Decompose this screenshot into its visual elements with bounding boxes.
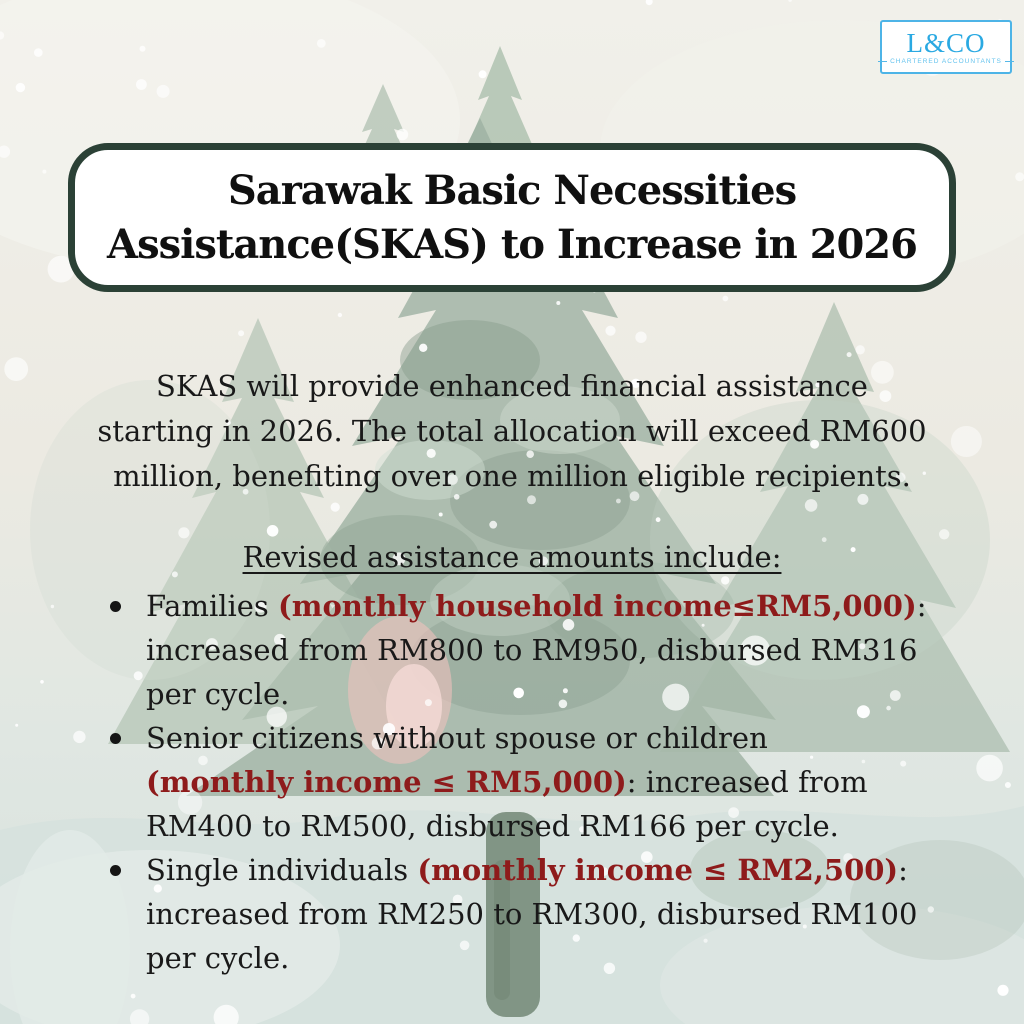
text-segment: : (898, 853, 908, 887)
logo-name: L&CO (906, 27, 986, 58)
text-segment: Senior citizens without spouse or children (146, 721, 768, 755)
text-segment: increased from RM800 to RM950, disbursed RM316 (146, 633, 918, 667)
text-segment: : (916, 589, 927, 623)
bullet-dot (110, 733, 121, 744)
bullet-line (146, 760, 960, 804)
bullet-dot (110, 601, 121, 612)
bullet-line (146, 716, 960, 760)
bullet-line (146, 672, 960, 716)
text-segment: RM400 to RM500, disbursed RM166 per cycle. (146, 809, 839, 843)
bullet-line (146, 892, 960, 936)
intro-line-3: million, benefiting over one million eligible recipients. (113, 459, 911, 493)
text-segment: Families (146, 589, 279, 623)
list-item (110, 716, 960, 848)
bullet-line (146, 584, 960, 628)
lco-logo (880, 20, 1012, 74)
bullet-dot (110, 865, 121, 876)
bullet-line (146, 628, 960, 672)
bullet-line (146, 936, 960, 980)
title-banner (68, 143, 956, 292)
tagline-text: CHARTERED ACCOUNTANTS (890, 57, 1002, 65)
text-segment: increased from RM250 to RM300, disbursed RM100 (146, 897, 918, 931)
list-item (110, 848, 960, 980)
text-segment: Single individuals (146, 853, 418, 887)
title-line-1: Sarawak Basic Necessities (227, 166, 797, 214)
tagline-rule-left (878, 61, 887, 62)
logo-tagline (878, 58, 1014, 65)
bullet-line (146, 848, 960, 892)
intro-line-1: SKAS will provide enhanced financial assistance (156, 369, 868, 403)
text-segment: : increased from (626, 765, 868, 799)
intro-line-2: starting in 2026. The total allocation will exceed RM600 (97, 414, 927, 448)
highlighted-text-segment: (monthly income ≤ RM2,500) (417, 853, 899, 887)
highlighted-text-segment: (monthly income ≤ RM5,000) (146, 765, 627, 799)
text-segment: per cycle. (146, 677, 290, 711)
intro-paragraph (40, 364, 984, 499)
list-item (110, 584, 960, 716)
list-heading: Revised assistance amounts include: (242, 540, 782, 574)
bullet-line (146, 804, 960, 848)
highlighted-text-segment: (monthly household income≤RM5,000) (278, 589, 917, 623)
text-segment: per cycle. (146, 941, 290, 975)
assistance-list (110, 584, 960, 980)
tagline-rule-right (1005, 61, 1014, 62)
title-line-2: Assistance(SKAS) to Increase in 2026 (107, 220, 917, 268)
